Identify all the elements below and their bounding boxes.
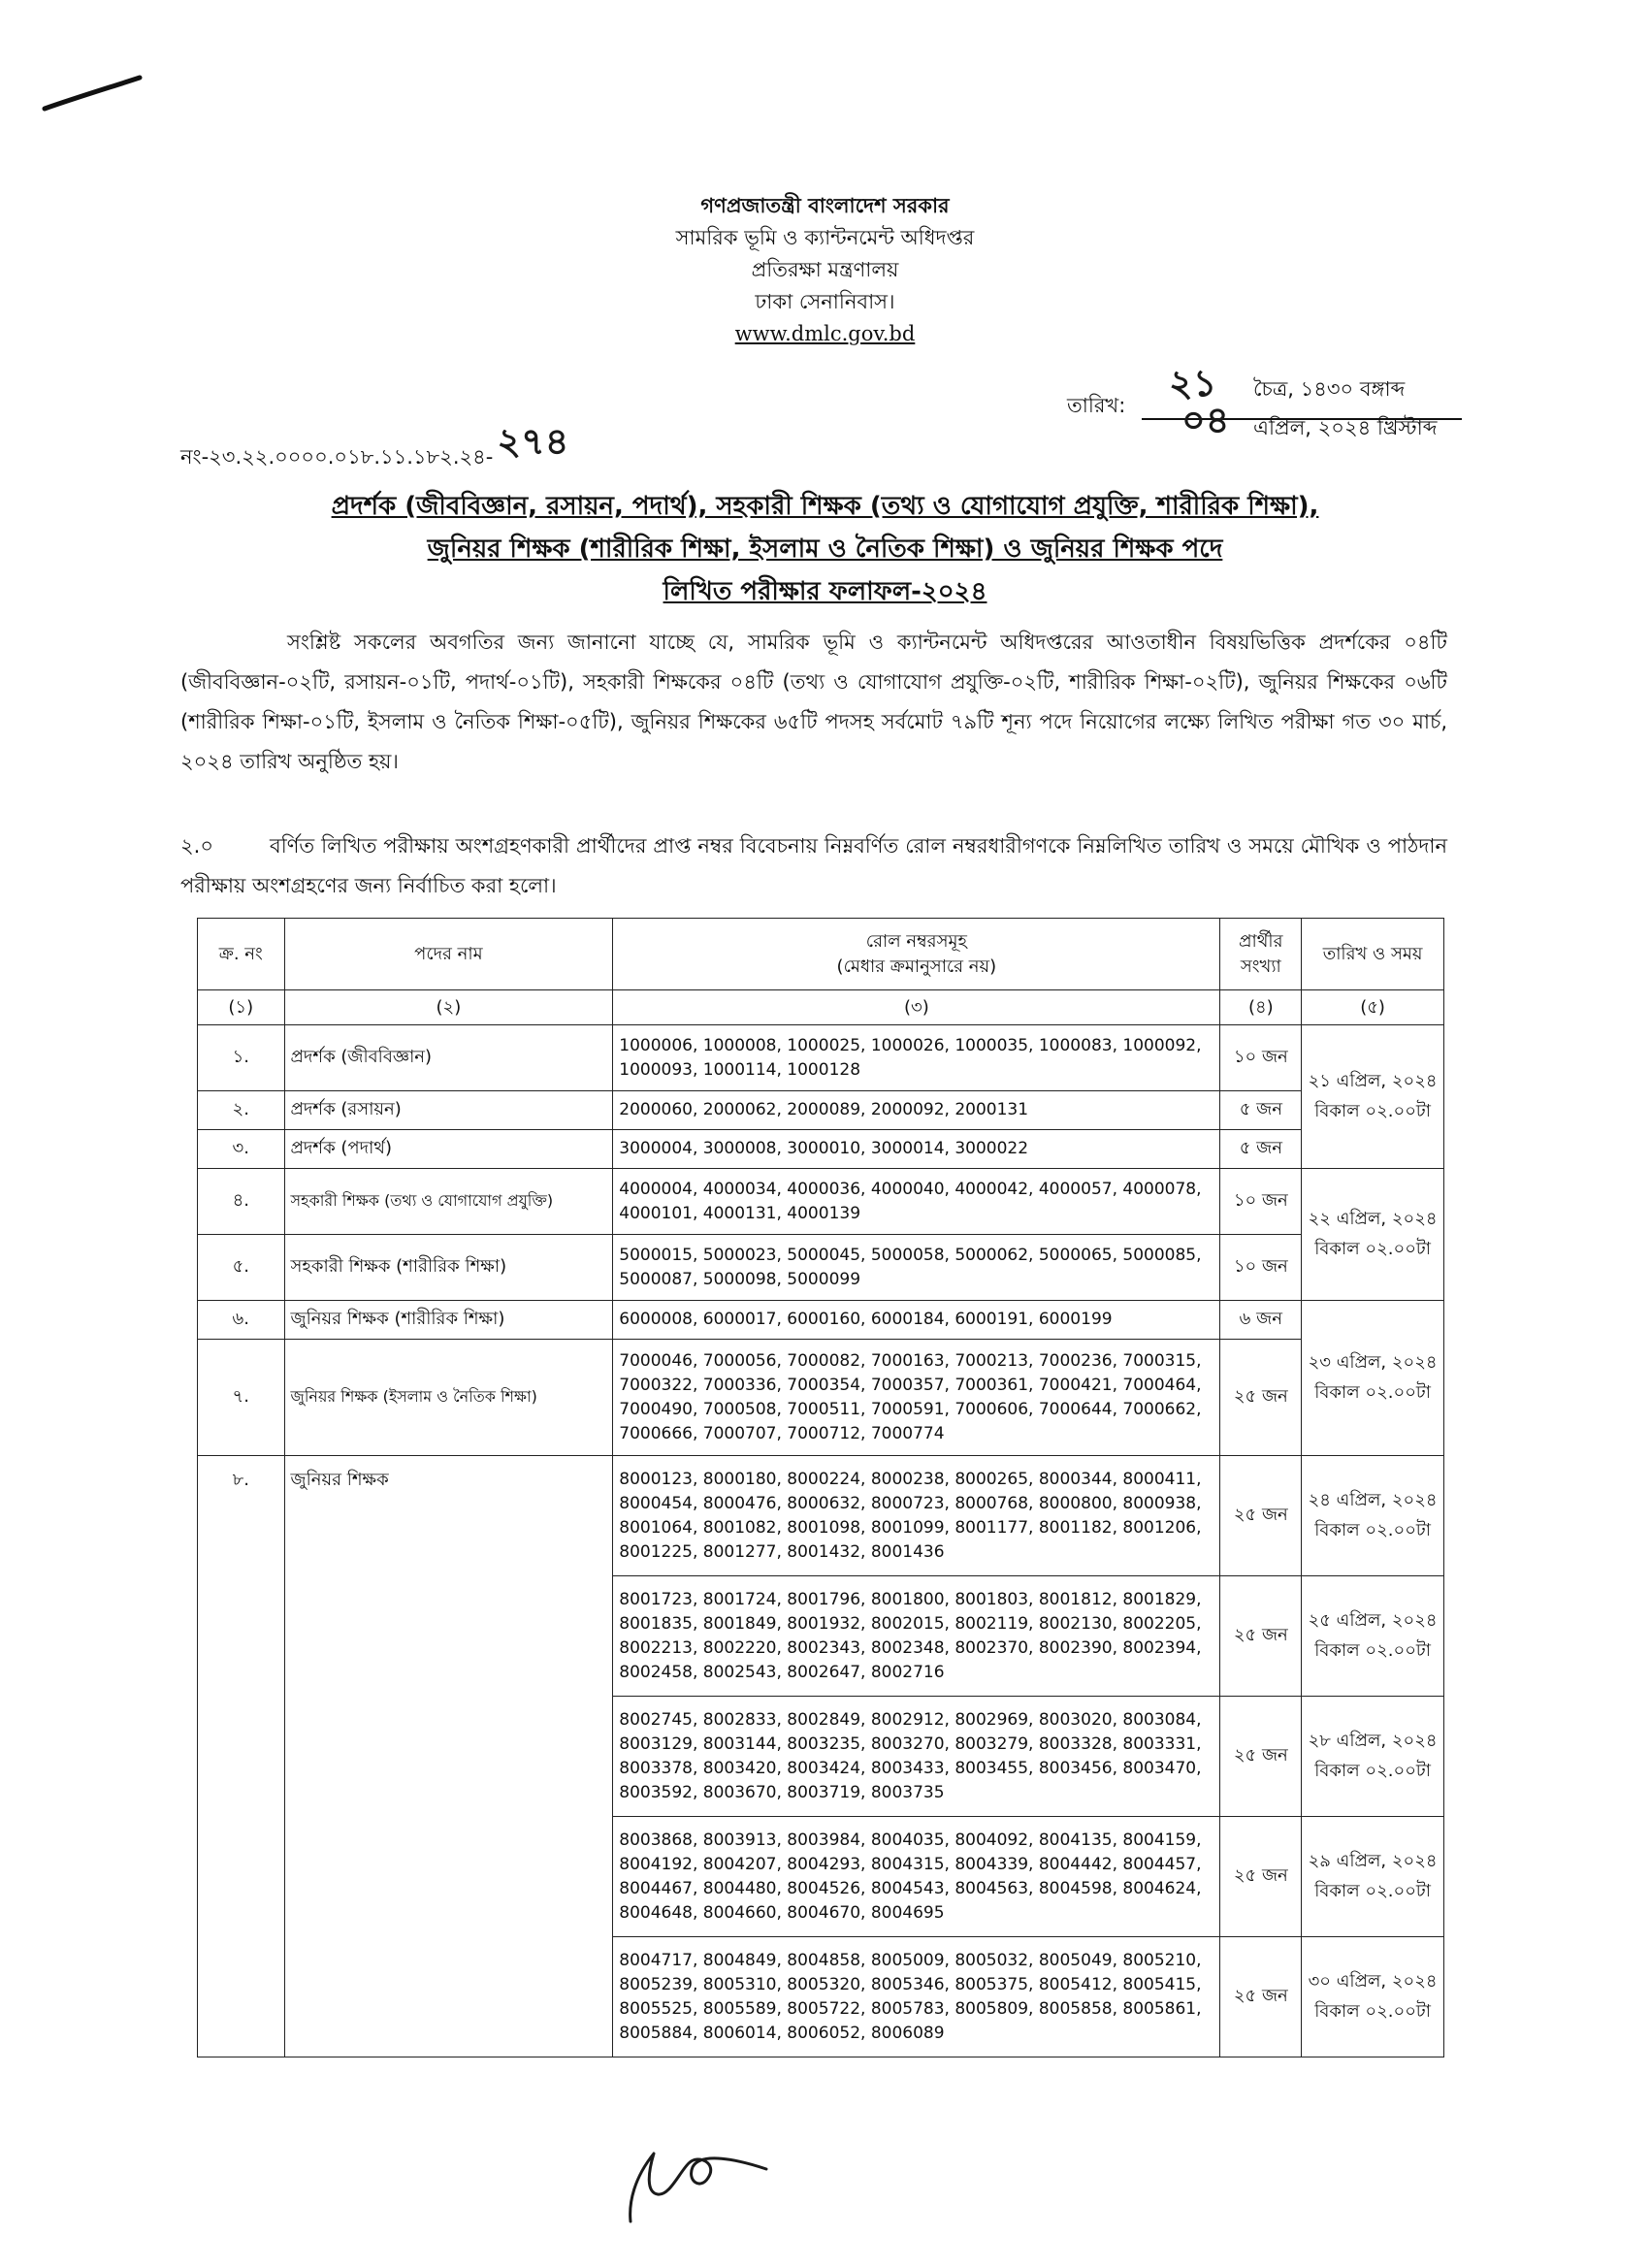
row-sl: ৮. bbox=[198, 1456, 285, 2057]
schedule-date: ৩০ এপ্রিল, ২০২৪ bbox=[1308, 1970, 1438, 1992]
row-count: ২৫ জন bbox=[1220, 1937, 1302, 2057]
row-sl: ২. bbox=[198, 1091, 285, 1130]
title-line-3: লিখিত পরীক্ষার ফলাফল-২০২৪ bbox=[663, 577, 987, 606]
row-rolls: 6000008, 6000017, 6000160, 6000184, 6000191, 6000199 bbox=[613, 1301, 1220, 1340]
notice-title bbox=[0, 485, 1650, 613]
schedule-time: বিকাল ০২.০০টা bbox=[1314, 1880, 1431, 1901]
table-row bbox=[198, 1235, 1444, 1301]
table-row bbox=[198, 1340, 1444, 1456]
schedule-time: বিকাল ০২.০০টা bbox=[1314, 1100, 1431, 1121]
results-table bbox=[197, 918, 1444, 2057]
date-bn-handwritten: ২১ bbox=[1169, 361, 1217, 405]
date-bengali: চৈত্র, ১৪৩০ বঙ্গাব্দ bbox=[1253, 377, 1406, 401]
schedule-time: বিকাল ০২.০০টা bbox=[1314, 1381, 1431, 1403]
table-header-row bbox=[198, 919, 1444, 990]
ministry-name: প্রতিরক্ষা মন্ত্রণালয় bbox=[751, 258, 899, 281]
row-sl: ১. bbox=[198, 1025, 285, 1091]
row-count: ২৫ জন bbox=[1220, 1697, 1302, 1817]
header-datetime: তারিখ ও সময় bbox=[1302, 919, 1444, 990]
row-rolls: 8000123, 8000180, 8000224, 8000238, 8000265, 8000344, 8000411, 8000454, 8000476, 8000632, 8000723, 8000768, 8000800, 8000938, 8001064, 8001082, 8001098, 8001099, 8001177, 8001182, 8001206, 8001225, 8001277, 8001432, 8001436 bbox=[613, 1456, 1220, 1576]
memo-number: নং-২৩.২২.০০০০.০১৮.১১.১৮২.২৪- bbox=[180, 445, 494, 469]
title-line-2: জুনিয়র শিক্ষক (শারীরিক শিক্ষা, ইসলাম ও নৈতিক শিক্ষা) ও জুনিয়র শিক্ষক পদে bbox=[427, 535, 1223, 564]
row-rolls: 8003868, 8003913, 8003984, 8004035, 8004092, 8004135, 8004159, 8004192, 8004207, 8004293, 8004315, 8004339, 8004442, 8004457, 8004467, 8004480, 8004526, 8004543, 8004563, 8004598, 8004624, 8004648, 8004660, 8004670, 8004695 bbox=[613, 1817, 1220, 1937]
govt-name: গণপ্রজাতন্ত্রী বাংলাদেশ সরকার bbox=[700, 194, 950, 217]
website-link[interactable]: www.dmlc.gov.bd bbox=[734, 322, 916, 345]
memo-reference bbox=[180, 413, 568, 475]
colnum-2: (২) bbox=[284, 990, 613, 1025]
row-count: ১০ জন bbox=[1220, 1169, 1302, 1235]
row-post: প্রদর্শক (পদার্থ) bbox=[284, 1130, 613, 1169]
schedule-cell bbox=[1302, 1937, 1444, 2057]
date-gregorian: এপ্রিল, ২০২৪ খ্রিস্টাব্দ bbox=[1253, 416, 1438, 439]
header-count-line-1: প্রার্থীর bbox=[1239, 930, 1283, 952]
table-row bbox=[198, 1130, 1444, 1169]
date-block bbox=[1067, 361, 1474, 450]
schedule-time: বিকাল ০২.০০টা bbox=[1314, 1238, 1431, 1259]
row-rolls: 7000046, 7000056, 7000082, 7000163, 7000213, 7000236, 7000315, 7000322, 7000336, 7000354, 7000357, 7000361, 7000421, 7000464, 7000490, 7000508, 7000511, 7000591, 7000606, 7000644, 7000662, 7000666, 7000707, 7000712, 7000774 bbox=[613, 1340, 1220, 1456]
row-count: ৬ জন bbox=[1220, 1301, 1302, 1340]
header-rolls-line-2: (মেধার ক্রমানুসারে নয়) bbox=[836, 956, 997, 977]
row-post: জুনিয়র শিক্ষক (শারীরিক শিক্ষা) bbox=[284, 1301, 613, 1340]
table-row bbox=[198, 1025, 1444, 1091]
paragraph-1: সংশ্লিষ্ট সকলের অবগতির জন্য জানানো যাচ্ছে যে, সামরিক ভূমি ও ক্যান্টনমেন্ট অধিদপ্তরের আওতাধীন বিষয়ভিত্তিক প্রদর্শকের ০৪টি (জীববিজ্ঞান-০২টি, রসায়ন-০১টি, পদার্থ-০১টি), সহকারী শিক্ষকের ০৪টি (তথ্য ও যোগাযোগ প্রযুক্তি-০২টি, শারীরিক শিক্ষা-০২টি), জুনিয়র শিক্ষকের ০৬টি (শারীরিক শিক্ষা-০১টি, ইসলাম ও নৈতিক শিক্ষা-০৫টি), জুনিয়র শিক্ষকের ৬৫টি পদসহ সর্বমোট ৭৯টি শূন্য পদে নিয়োগের লক্ষ্যে লিখিত পরীক্ষা গত ৩০ মার্চ, ২০২৪ তারিখ অনুষ্ঠিত হয়। bbox=[180, 631, 1447, 773]
table-row bbox=[198, 1169, 1444, 1235]
row-rolls: 3000004, 3000008, 3000010, 3000014, 3000022 bbox=[613, 1130, 1220, 1169]
paragraph-2 bbox=[180, 826, 1447, 906]
schedule-cell bbox=[1302, 1169, 1444, 1301]
header-sl: ক্র. নং bbox=[198, 919, 285, 990]
row-rolls: 5000015, 5000023, 5000045, 5000058, 5000062, 5000065, 5000085, 5000087, 5000098, 5000099 bbox=[613, 1235, 1220, 1301]
schedule-time: বিকাল ০২.০০টা bbox=[1314, 2000, 1431, 2022]
row-post: প্রদর্শক (জীববিজ্ঞান) bbox=[284, 1025, 613, 1091]
row-rolls: 8002745, 8002833, 8002849, 8002912, 8002969, 8003020, 8003084, 8003129, 8003144, 8003235, 8003270, 8003279, 8003328, 8003331, 8003378, 8003420, 8003424, 8003433, 8003455, 8003456, 8003470, 8003592, 8003670, 8003719, 8003735 bbox=[613, 1697, 1220, 1817]
colnum-4: (৪) bbox=[1220, 990, 1302, 1025]
schedule-time: বিকাল ০২.০০টা bbox=[1314, 1639, 1431, 1661]
row-count: ১০ জন bbox=[1220, 1025, 1302, 1091]
header-post: পদের নাম bbox=[284, 919, 613, 990]
date-en-handwritten: ০৪ bbox=[1181, 398, 1230, 441]
paragraph-2-number: ২.০ bbox=[180, 834, 213, 858]
schedule-date: ২২ এপ্রিল, ২০২৪ bbox=[1308, 1208, 1438, 1229]
table-row bbox=[198, 1301, 1444, 1340]
row-post: প্রদর্শক (রসায়ন) bbox=[284, 1091, 613, 1130]
letterhead bbox=[0, 190, 1650, 350]
row-count: ২৫ জন bbox=[1220, 1817, 1302, 1937]
row-post: জুনিয়র শিক্ষক bbox=[284, 1456, 613, 2057]
schedule-cell bbox=[1302, 1456, 1444, 1576]
schedule-cell bbox=[1302, 1025, 1444, 1169]
header-count bbox=[1220, 919, 1302, 990]
header-rolls-line-1: রোল নম্বরসমূহ bbox=[865, 930, 967, 952]
paragraph-2-text: বর্ণিত লিখিত পরীক্ষায় অংশগ্রহণকারী প্রার্থীদের প্রাপ্ত নম্বর বিবেচনায় নিম্নবর্ণিত রোল নম্বরধারীগণকে নিম্নলিখিত তারিখ ও সময়ে মৌখিক ও পাঠদান পরীক্ষায় অংশগ্রহণের জন্য নির্বাচিত করা হলো। bbox=[180, 834, 1447, 897]
office-name: সামরিক ভূমি ও ক্যান্টনমেন্ট অধিদপ্তর bbox=[675, 226, 975, 249]
header-rolls bbox=[613, 919, 1220, 990]
schedule-cell bbox=[1302, 1817, 1444, 1937]
header-count-line-2: সংখ্যা bbox=[1240, 956, 1281, 977]
row-count: ২৫ জন bbox=[1220, 1340, 1302, 1456]
row-count: ১০ জন bbox=[1220, 1235, 1302, 1301]
schedule-date: ২১ এপ্রিল, ২০২৪ bbox=[1308, 1070, 1438, 1091]
colnum-5: (৫) bbox=[1302, 990, 1444, 1025]
row-rolls: 8004717, 8004849, 8004858, 8005009, 8005032, 8005049, 8005210, 8005239, 8005310, 8005320, 8005346, 8005375, 8005412, 8005415, 8005525, 8005589, 8005722, 8005783, 8005809, 8005858, 8005861, 8005884, 8006014, 8006052, 8006089 bbox=[613, 1937, 1220, 2057]
row-count: ৫ জন bbox=[1220, 1091, 1302, 1130]
colnum-3: (৩) bbox=[613, 990, 1220, 1025]
pen-mark bbox=[39, 68, 155, 126]
colnum-1: (১) bbox=[198, 990, 285, 1025]
schedule-cell bbox=[1302, 1301, 1444, 1456]
row-sl: ৩. bbox=[198, 1130, 285, 1169]
row-post: জুনিয়র শিক্ষক (ইসলাম ও নৈতিক শিক্ষা) bbox=[284, 1340, 613, 1456]
row-sl: ৬. bbox=[198, 1301, 285, 1340]
row-sl: ৪. bbox=[198, 1169, 285, 1235]
office-location: ঢাকা সেনানিবাস। bbox=[755, 290, 895, 313]
schedule-date: ২৫ এপ্রিল, ২০২৪ bbox=[1308, 1609, 1438, 1631]
row-count: ২৫ জন bbox=[1220, 1576, 1302, 1697]
row-rolls: 8001723, 8001724, 8001796, 8001800, 8001803, 8001812, 8001829, 8001835, 8001849, 8001932, 8002015, 8002119, 8002130, 8002205, 8002213, 8002220, 8002343, 8002348, 8002370, 8002390, 8002394, 8002458, 8002543, 8002647, 8002716 bbox=[613, 1576, 1220, 1697]
row-rolls: 4000004, 4000034, 4000036, 4000040, 4000042, 4000057, 4000078, 4000101, 4000131, 4000139 bbox=[613, 1169, 1220, 1235]
memo-handwritten-number: ২৭৪ bbox=[497, 419, 569, 463]
column-number-row bbox=[198, 990, 1444, 1025]
schedule-date: ২৮ এপ্রিল, ২০২৪ bbox=[1308, 1730, 1438, 1751]
schedule-date: ২৪ এপ্রিল, ২০২৪ bbox=[1308, 1489, 1438, 1510]
schedule-cell bbox=[1302, 1697, 1444, 1817]
schedule-time: বিকাল ০২.০০টা bbox=[1314, 1519, 1431, 1540]
schedule-time: বিকাল ০২.০০টা bbox=[1314, 1760, 1431, 1781]
row-post: সহকারী শিক্ষক (তথ্য ও যোগাযোগ প্রযুক্তি) bbox=[284, 1169, 613, 1235]
row-post: সহকারী শিক্ষক (শারীরিক শিক্ষা) bbox=[284, 1235, 613, 1301]
schedule-date: ২৩ এপ্রিল, ২০২৪ bbox=[1308, 1351, 1438, 1373]
signature bbox=[611, 2124, 815, 2231]
title-line-1: প্রদর্শক (জীববিজ্ঞান, রসায়ন, পদার্থ), সহকারী শিক্ষক (তথ্য ও যোগাযোগ প্রযুক্তি, শারীরিক শিক্ষা), bbox=[331, 492, 1319, 521]
table-row bbox=[198, 1091, 1444, 1130]
row-sl: ৭. bbox=[198, 1340, 285, 1456]
row-count: ২৫ জন bbox=[1220, 1456, 1302, 1576]
table-row bbox=[198, 1456, 1444, 1576]
schedule-cell bbox=[1302, 1576, 1444, 1697]
row-rolls: 1000006, 1000008, 1000025, 1000026, 1000035, 1000083, 1000092, 1000093, 1000114, 1000128 bbox=[613, 1025, 1220, 1091]
row-sl: ৫. bbox=[198, 1235, 285, 1301]
schedule-date: ২৯ এপ্রিল, ২০২৪ bbox=[1308, 1850, 1438, 1871]
date-label: তারিখ: bbox=[1067, 394, 1126, 417]
row-rolls: 2000060, 2000062, 2000089, 2000092, 2000131 bbox=[613, 1091, 1220, 1130]
row-count: ৫ জন bbox=[1220, 1130, 1302, 1169]
